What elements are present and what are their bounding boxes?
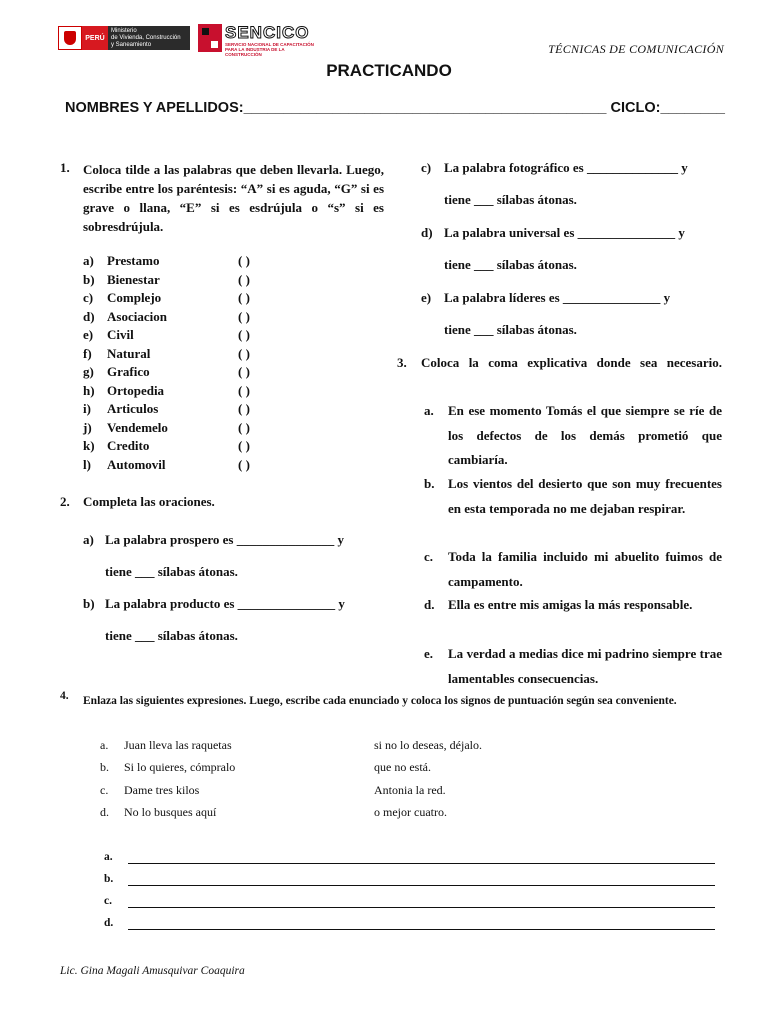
ministry-name: Ministerio de Vivienda, Construcción y Saneamiento (108, 26, 190, 50)
word-list-item: d) Asociacion ( ) (83, 308, 250, 324)
comma-item: d. Ella es entre mis amigas la más responsable. (424, 597, 693, 612)
expression-left: d. No lo busques aquí (100, 805, 217, 819)
question-2-text: Completa las oraciones. (83, 494, 215, 509)
page-title: PRACTICANDO (326, 61, 452, 80)
question-number: 1. (60, 160, 70, 175)
expression-left: c. Dame tres kilos (100, 783, 200, 797)
sentence-tiene: tiene ___ sílabas átonas. (444, 192, 577, 207)
comma-item: e. La verdad a medias dice mi padrino siempre trae lamentables consecuencias. (424, 646, 722, 686)
coat-of-arms-icon (58, 26, 82, 50)
question-number: 2. (60, 494, 70, 509)
question-4-text: Enlaza las siguientes expresiones. Luego, escribe cada enunciado y coloca los signos de puntuación según sea conveniente. (83, 695, 677, 707)
sencico-name: SENCICO (225, 23, 310, 42)
answer-parentheses[interactable]: ( ) (238, 308, 250, 324)
sentence-item: a) La palabra prospero es _______________ y (83, 532, 344, 547)
answer-parentheses[interactable]: ( ) (238, 382, 250, 398)
sencico-mark-icon (198, 24, 222, 52)
expression-right: Antonia la red. (374, 783, 446, 797)
sentence-item: b) La palabra producto es _______________ y (83, 596, 345, 611)
word-list-item: f) Natural ( ) (83, 345, 250, 361)
answer-line[interactable]: d. (104, 917, 113, 929)
question-number: 3. (397, 355, 407, 370)
answer-parentheses[interactable]: ( ) (238, 401, 250, 416)
course-name: TÉCNICAS DE COMUNICACIÓN (548, 42, 724, 56)
comma-item: b. Los vientos del desierto que son muy frecuentes en esta temporada no me dejaban respirar. (424, 476, 722, 516)
answer-line[interactable]: a. (104, 851, 113, 863)
sentence-item: c) La palabra fotográfico es ______________ y (421, 160, 688, 175)
answer-parentheses[interactable]: ( ) (238, 271, 250, 287)
word-list-item: c) Complejo ( ) (83, 290, 250, 305)
sentence-tiene: tiene ___ sílabas átonas. (105, 628, 238, 643)
answer-parentheses[interactable]: ( ) (238, 364, 250, 379)
answer-parentheses[interactable]: ( ) (238, 327, 250, 342)
answer-parentheses[interactable]: ( ) (238, 253, 250, 268)
answer-parentheses[interactable]: ( ) (238, 345, 250, 361)
word-list-item: l) Automovil ( ) (83, 456, 250, 472)
expression-left: b. Si lo quieres, cómpralo (100, 760, 236, 774)
sencico-logo: SENCICO SERVICIO NACIONAL DE CAPACITACIÓN PARA LA INDUSTRIA DE LA CONSTRUCCIÓN (198, 24, 322, 52)
word-list-item: h) Ortopedia ( ) (83, 382, 250, 398)
comma-item: a. En ese momento Tomás el que siempre se ríe de los defectos de los demás prometió que cambiaría. (424, 403, 722, 467)
sentence-tiene: tiene ___ sílabas átonas. (105, 564, 238, 579)
word-list-item: a) Prestamo ( ) (83, 253, 250, 268)
sentence-tiene: tiene ___ sílabas átonas. (444, 257, 577, 272)
word-list-item: i) Articulos ( ) (83, 401, 250, 416)
word-list-item: e) Civil ( ) (83, 327, 250, 342)
expression-right: o mejor cuatro. (374, 805, 447, 819)
answer-parentheses[interactable]: ( ) (238, 438, 250, 453)
question-3-text: Coloca la coma explicativa donde sea necesario. (421, 355, 722, 370)
sentence-item: d) La palabra universal es _______________ y (421, 225, 685, 240)
peru-ministry-logo (58, 26, 190, 50)
author-footer: Lic. Gina Magali Amusquivar Coaquira (60, 965, 245, 977)
answer-parentheses[interactable]: ( ) (238, 456, 250, 472)
answer-parentheses[interactable]: ( ) (238, 290, 250, 305)
word-list-item: b) Bienestar ( ) (83, 271, 250, 287)
sentence-tiene: tiene ___ sílabas átonas. (444, 322, 577, 337)
student-name-line: NOMBRES Y APELLIDOS:_____________________________________________ CICLO:________ (65, 100, 725, 116)
sentence-item: e) La palabra líderes es _______________ y (421, 290, 671, 305)
answer-parentheses[interactable]: ( ) (238, 419, 250, 435)
answer-line[interactable]: b. (104, 873, 113, 885)
expression-left: a. Juan lleva las raquetas (100, 738, 232, 752)
expression-right: si no lo deseas, déjalo. (374, 738, 482, 752)
answer-line[interactable]: c. (104, 895, 112, 907)
word-list-item: g) Grafico ( ) (83, 364, 250, 379)
word-list-item: j) Vendemelo ( ) (83, 419, 250, 435)
question-1-text: Coloca tilde a las palabras que deben llevarla. Luego, escribe entre los paréntesis: “A” si es aguda, “G” si es grave o llana, “E” si es esdrújula o “s” si es sobresdrújula. (83, 162, 384, 234)
peru-label: PERÚ (82, 26, 108, 50)
expression-right: que no está. (374, 760, 431, 774)
comma-item: c. Toda la familia incluido mi abuelito fuimos de campamento. (424, 549, 722, 589)
question-number: 4. (60, 690, 69, 702)
word-list-item: k) Credito ( ) (83, 438, 250, 453)
